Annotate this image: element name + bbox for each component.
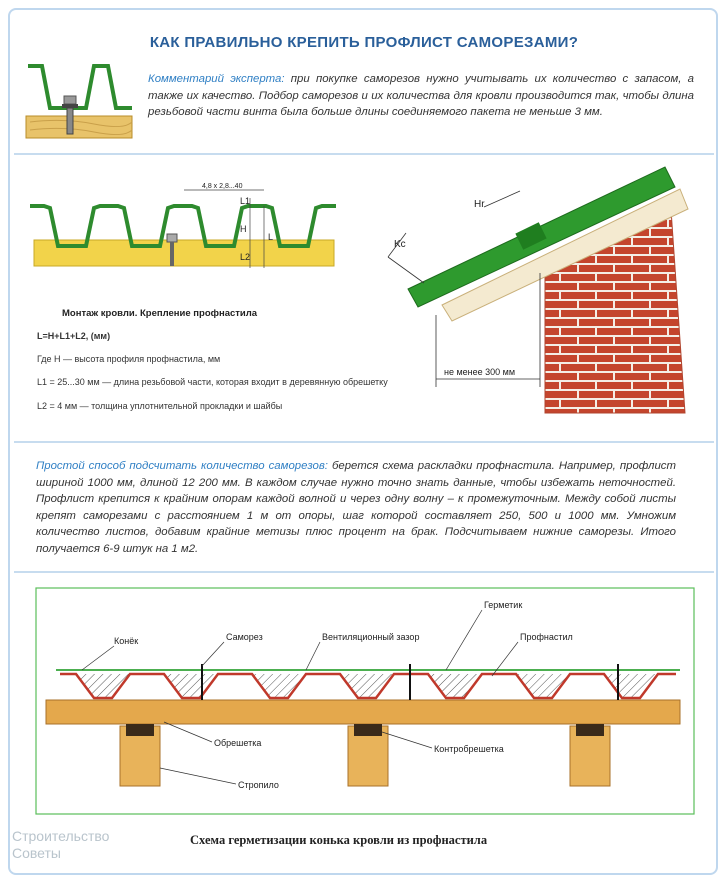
legend-l1: L1 = 25...30 мм — длина резьбовой части, которая входит в деревянную обрешетку xyxy=(37,377,388,387)
simple-text: берется схема раскладки профнастила. Например, профлист шириной 1000 мм, длиной 12 200 мм. В каждом случае нужно точно знать данные, чтобы избежать неточностей. Профлист крепится к крайним опорам каждой волной и через одну волну – к промежуточным. Между собой листы крепят саморезами с расстоянием 1 м от опоры, шаг которой составляет 250, 500 и 1000 мм. Умножим количество листов, добавим крайние метизы плюс процент на брак. Подсчитываем нижние саморезы. Итого получается 6-9 штук на 1 м2. xyxy=(36,460,676,555)
expert-lead: Комментарий эксперта: xyxy=(148,73,285,85)
label-hr: Hr xyxy=(474,199,485,210)
label-germetik: Герметик xyxy=(484,600,523,610)
label-konek: Конёк xyxy=(114,636,139,646)
label-kontrobreshetka: Контробрешетка xyxy=(434,744,504,754)
label-l2: L2 xyxy=(240,252,251,262)
roof-overhang-diagram xyxy=(380,165,700,415)
diagram3-caption: Схема герметизации конька кровли из профнастила xyxy=(190,833,488,847)
watermark-line2: Советы xyxy=(12,845,61,861)
simple-lead: Простой способ подсчитать количество саморезов: xyxy=(36,460,328,472)
label-stropilo: Стропило xyxy=(238,780,279,790)
separator-3 xyxy=(14,571,714,573)
label-samorez: Саморез xyxy=(226,632,263,642)
diagram1-caption: Монтаж кровли. Крепление профнастила xyxy=(62,308,258,319)
profile-screw-icon xyxy=(24,58,136,140)
label-obreshetka: Обрешетка xyxy=(214,738,262,748)
ridge-sealing-diagram xyxy=(36,588,696,820)
label-vent-gap: Вентиляционный зазор xyxy=(322,632,420,642)
screw-size-label: 4,8 x 2,8...40 xyxy=(202,183,243,190)
expert-comment xyxy=(148,71,694,121)
watermark-logo xyxy=(12,828,109,862)
page-title: КАК ПРАВИЛЬНО КРЕПИТЬ ПРОФЛИСТ САМОРЕЗАМИ? xyxy=(149,34,579,51)
label-l1: L1 xyxy=(240,196,251,206)
formula: L=H+L1+L2, (мм) xyxy=(37,331,111,341)
fastening-diagram xyxy=(24,184,344,284)
legend-l2: L2 = 4 мм — толщина уплотнительной прокладки и шайбы xyxy=(37,401,283,411)
expert-text: при покупке саморезов нужно учитывать их количество с запасом, а также их качество. Подбор саморезов и их количества для кровли производится так, чтобы длина резьбовой части винта была больше длины соединяемого пакета не меньше 3 мм. xyxy=(148,73,694,118)
label-profnastil: Профнастил xyxy=(520,632,573,642)
label-l: L xyxy=(268,232,274,242)
watermark-line1: Строительство xyxy=(12,828,110,844)
label-min-overhang: не менее 300 мм xyxy=(444,367,516,377)
separator-1 xyxy=(14,153,714,155)
label-kc: Kc xyxy=(394,239,406,250)
label-h: H xyxy=(240,224,247,234)
legend-h: Где H — высота профиля профнастила, мм xyxy=(37,354,221,364)
separator-2 xyxy=(14,441,714,443)
simple-method xyxy=(36,458,676,557)
